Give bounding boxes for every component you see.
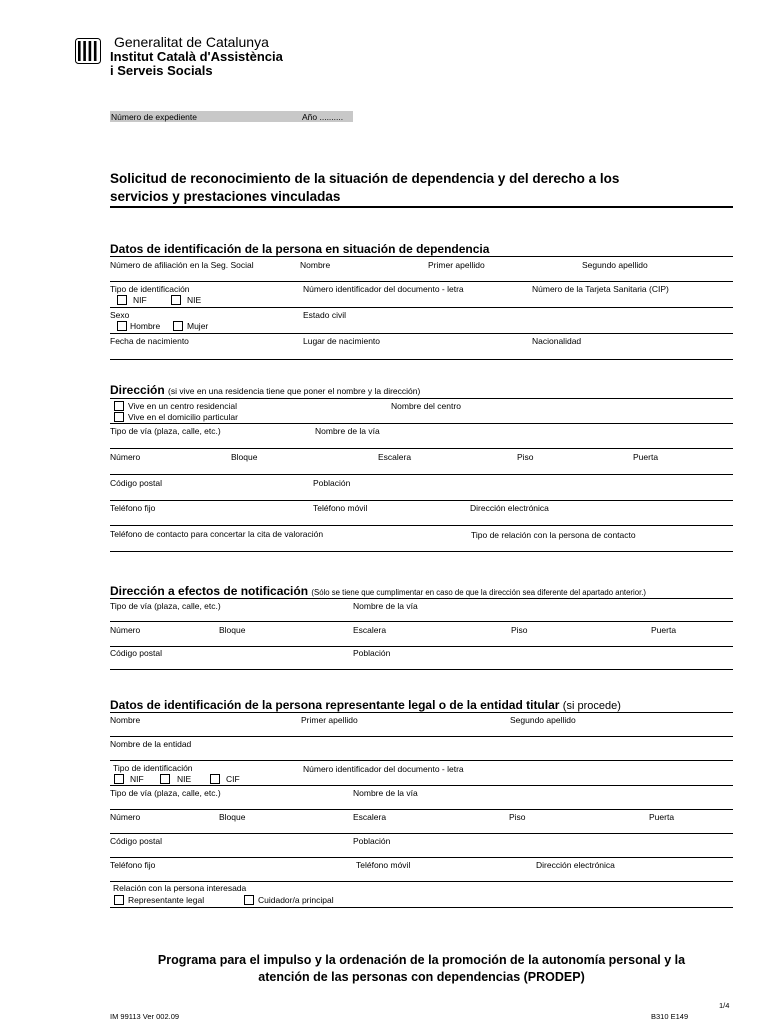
divider: [110, 712, 733, 713]
org-name: Generalitat de Catalunya: [114, 34, 269, 50]
nif-checkbox[interactable]: [117, 295, 127, 305]
rep-telefono-movil-field[interactable]: Teléfono móvil: [356, 860, 411, 870]
divider: [110, 525, 733, 526]
rep-primer-apellido-field[interactable]: Primer apellido: [301, 715, 358, 725]
rep-telefono-fijo-field[interactable]: Teléfono fijo: [110, 860, 156, 870]
divider: [110, 500, 733, 501]
rep-tipo-via-field[interactable]: Tipo de vía (plaza, calle, etc.): [110, 788, 221, 798]
program-title: [110, 952, 733, 986]
program-title-line1: Programa para el impulso y la ordenación de la promoción de la autonomía personal y la: [157, 953, 686, 967]
escalera-field[interactable]: Escalera: [378, 452, 412, 462]
divider: [110, 621, 733, 622]
institute-name: Institut Català d'Assistència: [110, 49, 283, 64]
domicilio-particular-checkbox[interactable]: [114, 412, 124, 422]
telefono-movil-field[interactable]: Teléfono móvil: [313, 503, 368, 513]
piso-field[interactable]: Piso: [517, 452, 534, 462]
divider: [110, 669, 733, 670]
tipo-identificacion-label: Tipo de identificación: [110, 284, 190, 294]
rep-cif-checkbox[interactable]: [210, 774, 220, 784]
numero-documento-field[interactable]: Número identificador del documento - letra: [303, 284, 464, 294]
notificacion-heading-note: (Sólo se tiene que cumplimentar en caso de que la dirección sea diferente del apartado anterior.): [311, 588, 647, 597]
domicilio-particular-label: Vive en el domicilio particular: [128, 412, 238, 422]
notif-piso-field[interactable]: Piso: [511, 625, 528, 635]
nie-label: NIE: [187, 295, 202, 305]
rep-nie-checkbox[interactable]: [160, 774, 170, 784]
mujer-checkbox[interactable]: [173, 321, 183, 331]
poblacion-field[interactable]: Población: [313, 478, 351, 488]
rep-nif-label: NIF: [130, 774, 144, 784]
divider: [110, 809, 733, 810]
centro-residencial-checkbox[interactable]: [114, 401, 124, 411]
rep-bloque-field[interactable]: Bloque: [219, 812, 246, 822]
divider: [110, 857, 733, 858]
rep-segundo-apellido-field[interactable]: Segundo apellido: [510, 715, 576, 725]
notif-numero-field[interactable]: Número: [110, 625, 141, 635]
numero-field[interactable]: Número: [110, 452, 141, 462]
section-heading-notificacion: [110, 584, 646, 598]
rep-codigo-postal-field[interactable]: Código postal: [110, 836, 162, 846]
hombre-checkbox[interactable]: [117, 321, 127, 331]
divider: [110, 256, 733, 257]
nie-checkbox[interactable]: [171, 295, 181, 305]
program-title-line2: atención de las personas con dependencias (PRODEP): [258, 970, 585, 984]
direccion-electronica-field[interactable]: Dirección electrónica: [470, 503, 549, 513]
representante-heading-text: Datos de identificación de la persona representante legal o de la entidad titular: [110, 698, 560, 712]
institute-name-2: i Serveis Socials: [110, 63, 213, 78]
mujer-label: Mujer: [187, 321, 209, 331]
segundo-apellido-field[interactable]: Segundo apellido: [582, 260, 648, 270]
notif-puerta-field[interactable]: Puerta: [651, 625, 677, 635]
lugar-nacimiento-field[interactable]: Lugar de nacimiento: [303, 336, 381, 346]
divider: [110, 448, 733, 449]
centro-residencial-label: Vive en un centro residencial: [128, 401, 237, 411]
representante-legal-label: Representante legal: [128, 895, 205, 905]
generalitat-logo-icon: [75, 38, 101, 64]
divider: [110, 398, 733, 399]
sexo-label: Sexo: [110, 310, 130, 320]
rep-piso-field[interactable]: Piso: [509, 812, 526, 822]
divider: [110, 359, 733, 360]
hombre-label: Hombre: [130, 321, 161, 331]
rep-numero-field[interactable]: Número: [110, 812, 141, 822]
divider: [110, 281, 733, 282]
page-title: Solicitud de reconocimiento de la situación de dependencia y del derecho a los: [110, 171, 620, 186]
divider: [110, 736, 733, 737]
notif-codigo-postal-field[interactable]: Código postal: [110, 648, 162, 658]
notif-tipo-via-field[interactable]: Tipo de vía (plaza, calle, etc.): [110, 601, 221, 611]
rep-direccion-electronica-field[interactable]: Dirección electrónica: [536, 860, 615, 870]
representante-heading-note: (si procede): [562, 700, 621, 712]
rep-nombre-entidad-field[interactable]: Nombre de la entidad: [110, 739, 192, 749]
divider: [110, 307, 733, 308]
page-title-line2: servicios y prestaciones vinculadas: [110, 189, 341, 204]
telefono-contacto-field[interactable]: Teléfono de contacto para concertar la cita de valoración: [110, 529, 324, 539]
divider: [110, 785, 733, 786]
section-heading-direccion: [110, 383, 420, 397]
codigo-postal-field[interactable]: Código postal: [110, 478, 162, 488]
divider: [110, 598, 733, 599]
cuidador-checkbox[interactable]: [244, 895, 254, 905]
divider: [110, 423, 733, 424]
direccion-heading-note: (si vive en una residencia tiene que poner el nombre y la dirección): [168, 386, 421, 396]
representante-legal-checkbox[interactable]: [114, 895, 124, 905]
rep-nombre-via-field[interactable]: Nombre de la vía: [353, 788, 418, 798]
anio-label[interactable]: Año ..........: [302, 112, 344, 122]
divider: [110, 907, 733, 908]
telefono-fijo-field[interactable]: Teléfono fijo: [110, 503, 156, 513]
tipo-relacion-field[interactable]: Tipo de relación con la persona de contacto: [471, 530, 636, 540]
primer-apellido-field[interactable]: Primer apellido: [428, 260, 485, 270]
divider: [110, 760, 733, 761]
nif-label: NIF: [133, 295, 147, 305]
fecha-nacimiento-field[interactable]: Fecha de nacimiento: [110, 336, 189, 346]
bloque-field[interactable]: Bloque: [231, 452, 258, 462]
afiliacion-field[interactable]: Número de afiliación en la Seg. Social: [110, 260, 254, 270]
nombre-centro-field[interactable]: Nombre del centro: [391, 401, 461, 411]
rep-relacion-label: Relación con la persona interesada: [113, 883, 247, 893]
rep-numero-documento-field[interactable]: Número identificador del documento - letra: [303, 764, 464, 774]
notif-bloque-field[interactable]: Bloque: [219, 625, 246, 635]
divider: [110, 833, 733, 834]
section-heading-identification: Datos de identificación de la persona en situación de dependencia: [110, 242, 490, 256]
divider: [110, 474, 733, 475]
nombre-via-field[interactable]: Nombre de la vía: [315, 426, 380, 436]
tarjeta-sanitaria-field[interactable]: Número de la Tarjeta Sanitaria (CIP): [532, 284, 669, 294]
divider: [110, 646, 733, 647]
rep-cif-label: CIF: [226, 774, 240, 784]
rep-escalera-field[interactable]: Escalera: [353, 812, 387, 822]
rep-tipo-identificacion-label: Tipo de identificación: [113, 763, 193, 773]
expediente-label[interactable]: Número de expediente: [111, 112, 198, 122]
nombre-field[interactable]: Nombre: [300, 260, 331, 270]
puerta-field[interactable]: Puerta: [633, 452, 659, 462]
notif-escalera-field[interactable]: Escalera: [353, 625, 387, 635]
rep-nie-label: NIE: [177, 774, 192, 784]
page-number: 1/4: [719, 1001, 730, 1010]
notificacion-heading-text: Dirección a efectos de notificación: [110, 584, 309, 598]
form-code: IM 99113 Ver 002.09: [110, 1012, 180, 1021]
tipo-via-field[interactable]: Tipo de vía (plaza, calle, etc.): [110, 426, 221, 436]
divider: [110, 881, 733, 882]
section-heading-representante: [110, 698, 621, 712]
divider: [110, 333, 733, 334]
rep-poblacion-field[interactable]: Población: [353, 836, 391, 846]
direccion-heading-text: Dirección: [110, 383, 165, 397]
rep-puerta-field[interactable]: Puerta: [649, 812, 675, 822]
notif-poblacion-field[interactable]: Población: [353, 648, 391, 658]
rep-nif-checkbox[interactable]: [114, 774, 124, 784]
divider: [110, 206, 733, 208]
divider: [110, 551, 733, 552]
rep-nombre-field[interactable]: Nombre: [110, 715, 141, 725]
estado-civil-field[interactable]: Estado civil: [303, 310, 346, 320]
cuidador-label: Cuidador/a principal: [258, 895, 334, 905]
notif-nombre-via-field[interactable]: Nombre de la vía: [353, 601, 418, 611]
document-code: B310 E149: [651, 1012, 689, 1021]
nacionalidad-field[interactable]: Nacionalidad: [532, 336, 582, 346]
